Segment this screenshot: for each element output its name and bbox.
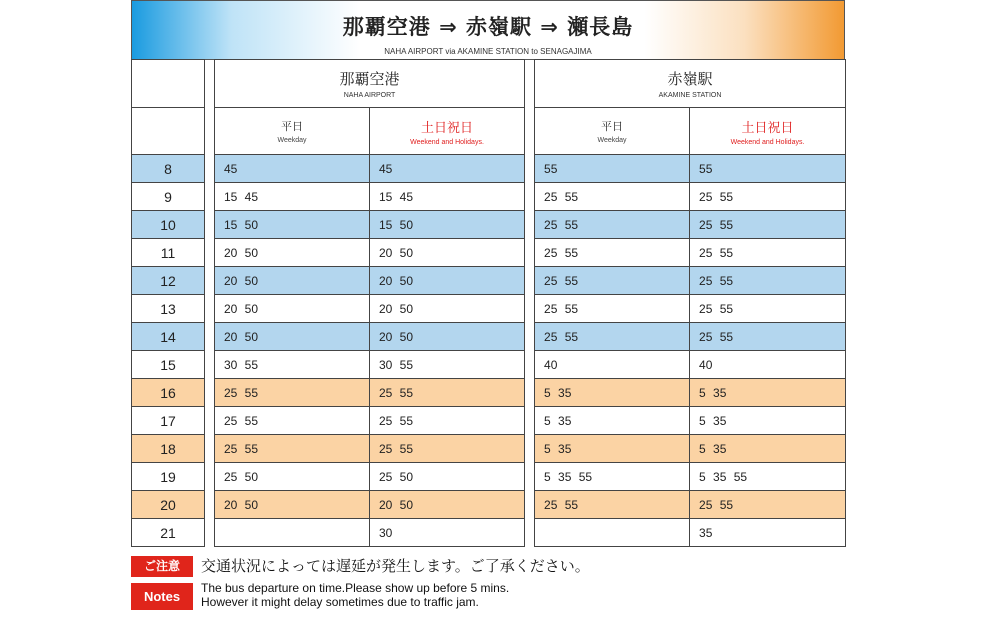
timetable-row bbox=[132, 351, 846, 379]
route-subtitle: NAHA AIRPORT via AKAMINE STATION to SENAGAJIMA bbox=[384, 47, 592, 56]
timetable-row bbox=[132, 463, 846, 491]
naha-weekday-times: 30 55 bbox=[215, 351, 370, 379]
akamine-holiday-times: 5 35 bbox=[690, 435, 846, 463]
hour-cell: 18 bbox=[132, 435, 205, 463]
stop-header-row bbox=[132, 60, 846, 108]
route-title: 那覇空港 ⇒ 赤嶺駅 ⇒ 瀬長島 bbox=[342, 15, 634, 39]
day-label-en: Weekend and Holidays. bbox=[410, 138, 484, 146]
timetable-row bbox=[132, 155, 846, 183]
naha-holiday-times: 25 55 bbox=[370, 435, 525, 463]
day-label-jp: 平日 bbox=[281, 120, 303, 133]
day-label-jp: 平日 bbox=[601, 120, 624, 133]
stop-name-jp: 赤嶺駅 bbox=[667, 70, 713, 88]
akamine-holiday-times: 5 35 bbox=[690, 379, 846, 407]
column-gap bbox=[525, 295, 535, 323]
naha-holiday-times: 20 50 bbox=[370, 323, 525, 351]
naha-holiday-times: 45 bbox=[370, 155, 525, 183]
day-header-weekday bbox=[535, 108, 690, 155]
hour-cell: 21 bbox=[132, 519, 205, 547]
timetable-row bbox=[132, 239, 846, 267]
column-gap bbox=[525, 155, 535, 183]
naha-holiday-times: 30 bbox=[370, 519, 525, 547]
naha-weekday-times: 15 50 bbox=[215, 211, 370, 239]
hour-cell: 16 bbox=[132, 379, 205, 407]
column-gap bbox=[525, 435, 535, 463]
naha-weekday-times: 20 50 bbox=[215, 295, 370, 323]
timetable-row bbox=[132, 519, 846, 547]
stop-name-jp: 那覇空港 bbox=[339, 70, 400, 88]
akamine-holiday-times: 25 55 bbox=[690, 211, 846, 239]
column-gap bbox=[525, 407, 535, 435]
naha-weekday-times: 45 bbox=[215, 155, 370, 183]
column-gap bbox=[525, 108, 535, 155]
naha-weekday-times: 25 50 bbox=[215, 463, 370, 491]
akamine-weekday-times: 25 55 bbox=[535, 295, 690, 323]
akamine-weekday-times: 25 55 bbox=[535, 491, 690, 519]
akamine-weekday-times: 40 bbox=[535, 351, 690, 379]
hour-cell: 8 bbox=[132, 155, 205, 183]
akamine-holiday-times: 25 55 bbox=[690, 239, 846, 267]
naha-weekday-times: 15 45 bbox=[215, 183, 370, 211]
naha-weekday-times: 20 50 bbox=[215, 239, 370, 267]
naha-weekday-times: 25 55 bbox=[215, 407, 370, 435]
timetable-row bbox=[132, 183, 846, 211]
timetable-row bbox=[132, 323, 846, 351]
column-gap bbox=[525, 267, 535, 295]
akamine-holiday-times: 40 bbox=[690, 351, 846, 379]
naha-holiday-times: 15 50 bbox=[370, 211, 525, 239]
naha-weekday-times: 25 55 bbox=[215, 379, 370, 407]
notice-text-en bbox=[201, 581, 509, 609]
title-bar bbox=[131, 0, 845, 60]
akamine-weekday-times: 5 35 bbox=[535, 407, 690, 435]
akamine-holiday-times: 25 55 bbox=[690, 491, 846, 519]
timetable-row bbox=[132, 379, 846, 407]
day-label-en: Weekend and Holidays. bbox=[730, 138, 805, 146]
timetable-row bbox=[132, 211, 846, 239]
column-gap bbox=[205, 323, 215, 351]
naha-holiday-times: 15 45 bbox=[370, 183, 525, 211]
column-gap bbox=[525, 211, 535, 239]
hour-cell: 10 bbox=[132, 211, 205, 239]
timetable-row bbox=[132, 407, 846, 435]
akamine-weekday-times: 25 55 bbox=[535, 323, 690, 351]
column-gap bbox=[205, 267, 215, 295]
akamine-holiday-times: 5 35 55 bbox=[690, 463, 846, 491]
column-gap bbox=[205, 519, 215, 547]
column-gap bbox=[205, 435, 215, 463]
day-header-weekday bbox=[215, 108, 370, 155]
naha-weekday-times bbox=[215, 519, 370, 547]
akamine-weekday-times: 25 55 bbox=[535, 267, 690, 295]
naha-holiday-times: 30 55 bbox=[370, 351, 525, 379]
timetable bbox=[131, 59, 846, 547]
akamine-weekday-times: 5 35 bbox=[535, 435, 690, 463]
column-gap bbox=[525, 323, 535, 351]
akamine-weekday-times: 5 35 bbox=[535, 379, 690, 407]
akamine-weekday-times: 55 bbox=[535, 155, 690, 183]
akamine-weekday-times: 25 55 bbox=[535, 211, 690, 239]
column-gap bbox=[525, 379, 535, 407]
column-gap bbox=[525, 60, 535, 108]
notice-line-1: The bus departure on time.Please show up before 5 mins. bbox=[201, 581, 510, 595]
naha-holiday-times: 20 50 bbox=[370, 267, 525, 295]
timetable-row bbox=[132, 435, 846, 463]
naha-weekday-times: 20 50 bbox=[215, 267, 370, 295]
naha-weekday-times: 20 50 bbox=[215, 491, 370, 519]
day-label-jp: 土日祝日 bbox=[741, 120, 794, 136]
stop-header-naha bbox=[215, 60, 525, 108]
hour-cell: 12 bbox=[132, 267, 205, 295]
day-header-holiday bbox=[690, 108, 846, 155]
column-gap bbox=[205, 108, 215, 155]
column-gap bbox=[205, 351, 215, 379]
hour-cell: 17 bbox=[132, 407, 205, 435]
column-gap bbox=[525, 239, 535, 267]
column-gap bbox=[205, 239, 215, 267]
hour-cell: 15 bbox=[132, 351, 205, 379]
column-gap bbox=[205, 211, 215, 239]
column-gap bbox=[205, 463, 215, 491]
timetable-row bbox=[132, 295, 846, 323]
column-gap bbox=[525, 351, 535, 379]
day-label-jp: 土日祝日 bbox=[421, 120, 474, 136]
timetable-row bbox=[132, 267, 846, 295]
akamine-weekday-times: 25 55 bbox=[535, 183, 690, 211]
naha-weekday-times: 25 55 bbox=[215, 435, 370, 463]
akamine-holiday-times: 25 55 bbox=[690, 323, 846, 351]
hour-cell: 11 bbox=[132, 239, 205, 267]
hour-cell: 13 bbox=[132, 295, 205, 323]
day-header-holiday bbox=[370, 108, 525, 155]
akamine-holiday-times: 25 55 bbox=[690, 183, 846, 211]
hour-cell: 20 bbox=[132, 491, 205, 519]
column-gap bbox=[525, 519, 535, 547]
akamine-weekday-times bbox=[535, 519, 690, 547]
timetable-row bbox=[132, 491, 846, 519]
column-gap bbox=[205, 379, 215, 407]
notice-badge-jp: ご注意 bbox=[131, 556, 193, 577]
naha-holiday-times: 25 50 bbox=[370, 463, 525, 491]
hour-cell: 9 bbox=[132, 183, 205, 211]
column-gap bbox=[525, 183, 535, 211]
akamine-holiday-times: 25 55 bbox=[690, 295, 846, 323]
akamine-holiday-times: 5 35 bbox=[690, 407, 846, 435]
akamine-holiday-times: 25 55 bbox=[690, 267, 846, 295]
corner-cell bbox=[132, 108, 205, 155]
corner-cell bbox=[132, 60, 205, 108]
akamine-weekday-times: 5 35 55 bbox=[535, 463, 690, 491]
hour-cell: 19 bbox=[132, 463, 205, 491]
naha-holiday-times: 20 50 bbox=[370, 295, 525, 323]
column-gap bbox=[525, 491, 535, 519]
notice-text-jp: 交通状況によっては遅延が発生します。ご了承ください。 bbox=[201, 557, 590, 575]
akamine-holiday-times: 35 bbox=[690, 519, 846, 547]
column-gap bbox=[205, 155, 215, 183]
column-gap bbox=[205, 60, 215, 108]
stop-name-en: NAHA AIRPORT bbox=[343, 92, 396, 99]
column-gap bbox=[205, 183, 215, 211]
notice-line-2: However it might delay sometimes due to traffic jam. bbox=[201, 595, 479, 609]
naha-holiday-times: 25 55 bbox=[370, 379, 525, 407]
column-gap bbox=[205, 295, 215, 323]
stop-header-akamine bbox=[535, 60, 846, 108]
day-label-en: Weekday bbox=[597, 137, 627, 144]
akamine-weekday-times: 25 55 bbox=[535, 239, 690, 267]
akamine-holiday-times: 55 bbox=[690, 155, 846, 183]
column-gap bbox=[205, 407, 215, 435]
column-gap bbox=[205, 491, 215, 519]
naha-holiday-times: 20 50 bbox=[370, 239, 525, 267]
notice-badge-en: Notes bbox=[131, 583, 193, 610]
stop-name-en: AKAMINE STATION bbox=[658, 92, 722, 99]
naha-holiday-times: 25 55 bbox=[370, 407, 525, 435]
hour-cell: 14 bbox=[132, 323, 205, 351]
naha-weekday-times: 20 50 bbox=[215, 323, 370, 351]
column-gap bbox=[525, 463, 535, 491]
day-label-en: Weekday bbox=[277, 137, 307, 144]
naha-holiday-times: 20 50 bbox=[370, 491, 525, 519]
day-header-row bbox=[132, 108, 846, 155]
